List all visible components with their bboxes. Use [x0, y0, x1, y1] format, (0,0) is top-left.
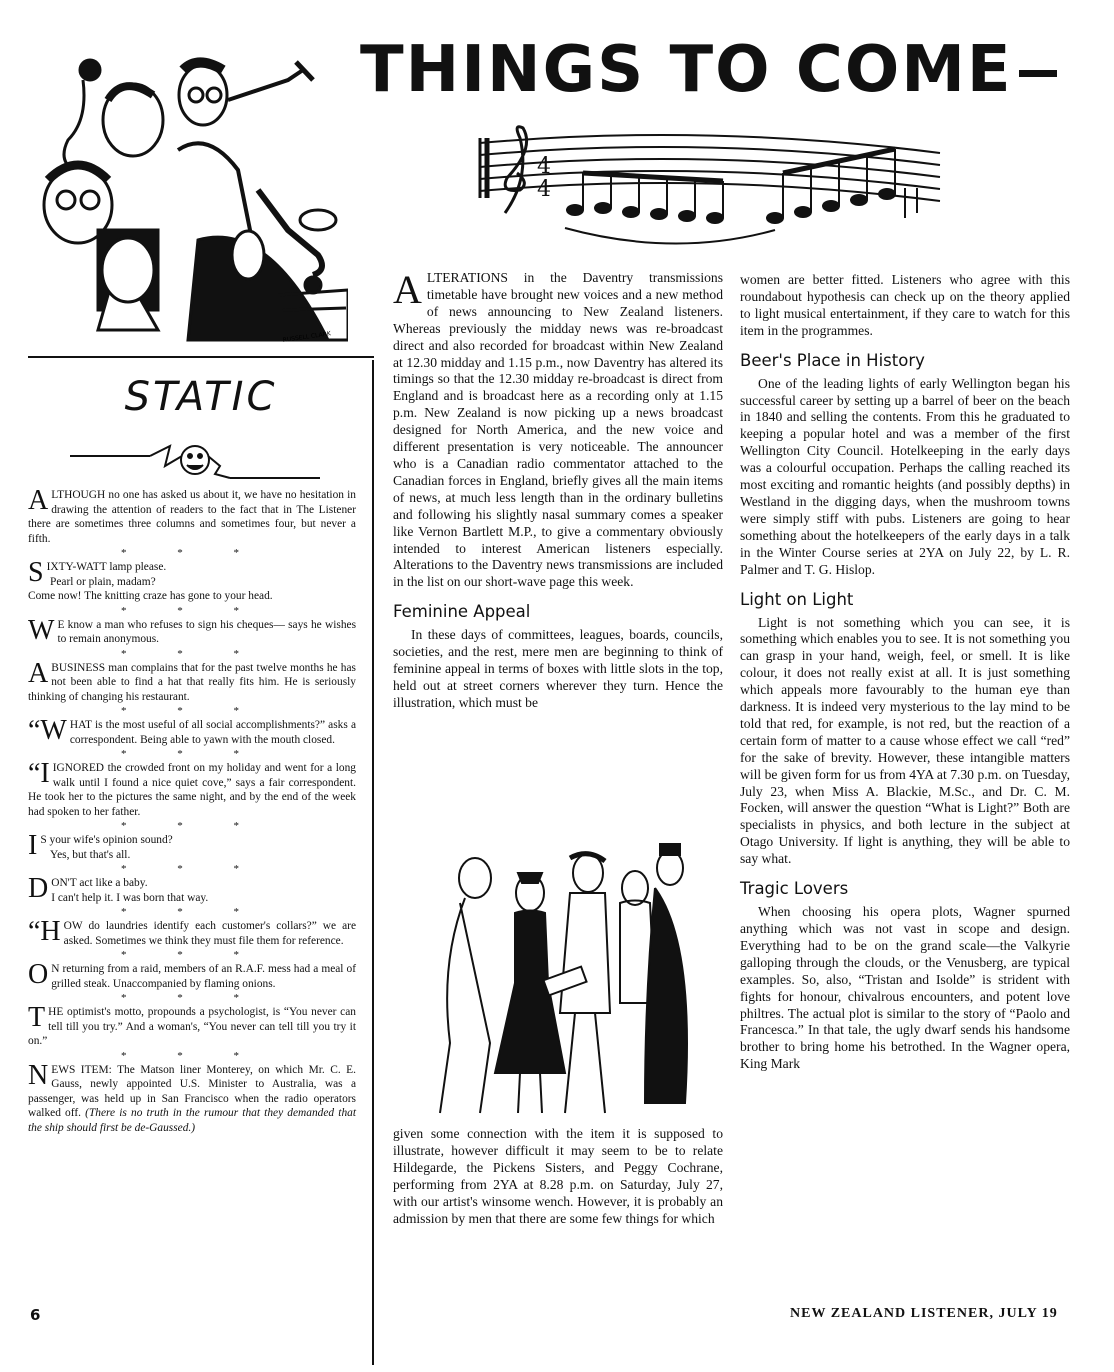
static-item-line: Come now! The knitting craze has gone to your head. — [28, 590, 273, 602]
daventry-dropcap: A — [393, 267, 422, 312]
static-separator: * * * — [121, 863, 263, 875]
feminine-continued — [393, 1126, 723, 1227]
beer-heading: Beer's Place in History — [740, 350, 925, 370]
static-item-text: ON'T act like a baby. — [51, 877, 148, 889]
static-item-text: EWS ITEM: The Matson liner Monterey, on which Mr. C. E. Gauss, newly appointed U.S. Minister to Australia, was a passenger, was held up in San Francisco when the radio operators walked off. — [28, 1063, 356, 1119]
beer-text: One of the leading lights of early Wellington began his successful career by setting up a barrel of beer on the beach in 1840 and selling the contents. From this he graduated to keeping a popular hotel and was a member of the first Wellington City Council. Hotelkeeping in the early days was a colourful occupation. Perhaps the calling reached its most exciting and romantic heights (and possibly depths) in Westland in the digging days, when the mushroom towns were simply stiff with pubs. Listeners are going to hear something about the hotelkeepers of the early days in a talk in the Winter Course series at 2YA on July 22, by L. R. Palmer and T. G. Hislop. — [740, 375, 1070, 577]
static-item-text: N returning from a raid, members of an R.A.F. mess had a meal of grilled steak. Unaccompanied by flaming onions. — [51, 963, 356, 990]
static-item-line: I can't help it. I was born that way. — [51, 891, 209, 904]
feminine-heading: Feminine Appeal — [393, 602, 531, 622]
tragic-heading: Tragic Lovers — [740, 879, 849, 899]
music-notes-illustration — [475, 118, 945, 258]
static-item-dropcap: “I — [28, 758, 50, 789]
light-heading: Light on Light — [740, 589, 854, 609]
static-item-text: S your wife's opinion sound? — [40, 834, 173, 846]
static-item — [28, 614, 356, 647]
page-title-text: THINGS TO COME — [360, 33, 1013, 107]
static-separator: * * * — [121, 748, 263, 760]
static-item — [28, 1002, 356, 1049]
static-item — [28, 1059, 356, 1136]
static-separator: * * * — [121, 1049, 263, 1062]
static-item-dropcap: N — [28, 1059, 49, 1091]
static-item — [28, 657, 356, 705]
static-separator: * * * — [121, 949, 263, 961]
static-item-text: HE optimist's motto, propounds a psychologist, is “You never can tell till you try.” And a woman's, “You never can tell till you try it on.” — [28, 1006, 356, 1047]
svg-text:4: 4 — [537, 177, 551, 202]
static-item-text: HAT is the most useful of all social accomplishments?” asks a correspondent. Being able to yawn with the mouth closed. — [69, 719, 356, 746]
masthead: NEW ZEALAND LISTENER, JULY 19 — [790, 1306, 1058, 1321]
static-item — [28, 715, 356, 747]
static-separator: * * * — [121, 820, 263, 832]
static-item-dropcap: O — [28, 959, 49, 990]
daventry-article — [393, 267, 723, 712]
static-item-text: E know a man who refuses to sign his cheques— says he wishes to remain anonymous. — [57, 618, 356, 645]
static-separator: * * * — [121, 547, 263, 559]
static-face-illustration — [70, 438, 320, 480]
static-separator: * * * — [121, 647, 263, 660]
static-item-text: BUSINESS man complains that for the past twelve months he has not been able to find a hat that really fits him. He is seriously thinking of changing his restaurant. — [28, 661, 356, 703]
title-dash — [1019, 70, 1057, 77]
static-item-text: IXTY-WATT lamp please. — [46, 561, 167, 573]
light-text: Light is not something which you can see, it is something which enables you to see. It is not something you can grasp in your hand, weigh, feel, or smell. It is like colour, it does not really exist at all. It is just something which appeals more favourably to the human eye than darkness. It is indeed very mysterious to the lay mind to be told that red, for example, is not red, but the reaction of a certain form of matter to a cause whose effect we call “red” for the sake of brevity. However, these intangible matters will be given form for us from 4YA at 7.30 p.m. on Tuesday, July 23, when Miss A. Blackie, M.Sc., and Dr. C. M. Focken, will answer the question “What is Light?” Both are specialists in physics, and both lecture in the subject at Otago University. If light is anything, they will be able to say what. — [740, 614, 1070, 867]
feminine-text-bottom: given some connection with the item it is supposed to illustrate, however difficult it may seem to be to relate Hildegarde, the Pickens Sisters, and Peggy Cochrane, performing from 2YA at 8.28 p.m. on Saturday, July 27, with our artist's winsome wench. However, it is probably an admission by men that there are some few things for which — [393, 1126, 723, 1226]
static-title: STATIC — [124, 374, 278, 420]
static-item — [28, 557, 356, 604]
tragic-text: When choosing his opera plots, Wagner spurned anything which was not vast in scope and design. Everything had to be on the grand scale—the Valkyrie galloping through the clouds, or the Venusberg, are typical examples. So, also, “Tristan and Isolde” is strident with fights for honour, chivalrous encounters, and potent love philtres. The actual plot is similar to the story of “Paolo and Francesca.” In that tale, the ugly dwarf sends his handsome brother to bring home his betrothed. In the Wagner opera, King Mark — [740, 904, 1070, 1072]
static-item-dropcap: “W — [28, 715, 67, 746]
daventry-text: LTERATIONS in the Daventry transmissions timetable have brought new voices and a new method of news announcing to New Zealand listeners. Whereas previously the midday news was re-broadcast direct and also recorded for broadcast within New Zealand at 12.30 midday and 1.15 p.m., now Daventry has altered its timings so that the 12.30 midday re-broadcast is direct from England and is broadcast here as a recording only at 1.15 p.m. New Zealand is now picking up a news broadcast designed for North America, and the new voice and different presentation is very noticeable. The announcer who is a Canadian radio commentator attached to the Canadian forces in England, briefly gives all the main items of news, at much less length than in the ordinary bulletins and following his slightly nasal summary comes a speaker like Vernon Bartlett M.P., to give a commentary obviously intended to interest American listeners especially. Alterations to the Daventry news transmissions are included in the list on our short-wave page this week. — [393, 270, 723, 590]
jazz-band-illustration — [28, 40, 348, 345]
static-item — [28, 959, 356, 991]
svg-text:4: 4 — [537, 154, 551, 179]
static-item-italic: (There is no truth in the rumour that they demanded that the ship should first be de-Gaussed.) — [28, 1107, 356, 1134]
static-top-rule — [28, 356, 374, 358]
static-item-dropcap: D — [28, 873, 49, 904]
static-item-dropcap: T — [28, 1002, 46, 1033]
static-item — [28, 830, 356, 862]
static-item-dropcap: W — [28, 614, 55, 646]
feminine-appeal-illustration — [430, 843, 700, 1123]
static-item-dropcap: “H — [28, 916, 61, 947]
static-separator: * * * — [121, 992, 263, 1004]
illustrator-signature: RUSSELL CLARK — [282, 330, 332, 344]
static-separator: * * * — [121, 906, 263, 918]
static-item-dropcap: S — [28, 557, 44, 588]
static-item — [28, 485, 356, 546]
static-item — [28, 873, 356, 905]
column-rule — [372, 360, 374, 1365]
static-item-dropcap: A — [28, 657, 49, 689]
page-title — [360, 30, 1050, 110]
static-item-line: Pearl or plain, madam? — [50, 575, 156, 588]
feminine-text-top: In these days of committees, leagues, boards, councils, societies, and the rest, mere men are beginning to think of feminine appeal in terms of boxes with little slots in the top, held out at street corners wherever they turn. Hence the illustration, which must be — [393, 627, 723, 710]
static-separator: * * * — [121, 604, 263, 617]
static-column — [28, 485, 356, 1135]
right-column — [740, 272, 1070, 1073]
page-number: 6 — [30, 1306, 41, 1324]
static-item-text: IGNORED the crowded front on my holiday and went for a long walk until I found a nice quiet cove,” says a fair correspondent. He took her to the pictures the same night, and by the end of the week had spoken to her father. — [28, 762, 356, 818]
static-item — [28, 758, 356, 819]
static-separator: * * * — [121, 705, 263, 717]
static-item-dropcap: A — [28, 485, 49, 516]
static-item-line: Yes, but that's all. — [50, 848, 131, 861]
static-item-text: LTHOUGH no one has asked us about it, we have no hesitation in drawing the attention of readers to the fact that in The Listener there are sometimes three columns and sometimes four, but never a fifth. — [28, 489, 356, 545]
static-item — [28, 916, 356, 948]
static-item-text: OW do laundries identify each customer's collars?” we are asked. Sometimes we think they must file them for reference. — [63, 920, 356, 947]
right-intro: women are better fitted. Listeners who agree with this roundabout hypothesis can check up on the theory applied to light musical entertainment, if they care to watch for this item in the programmes. — [740, 272, 1070, 338]
static-item-dropcap: I — [28, 830, 38, 861]
